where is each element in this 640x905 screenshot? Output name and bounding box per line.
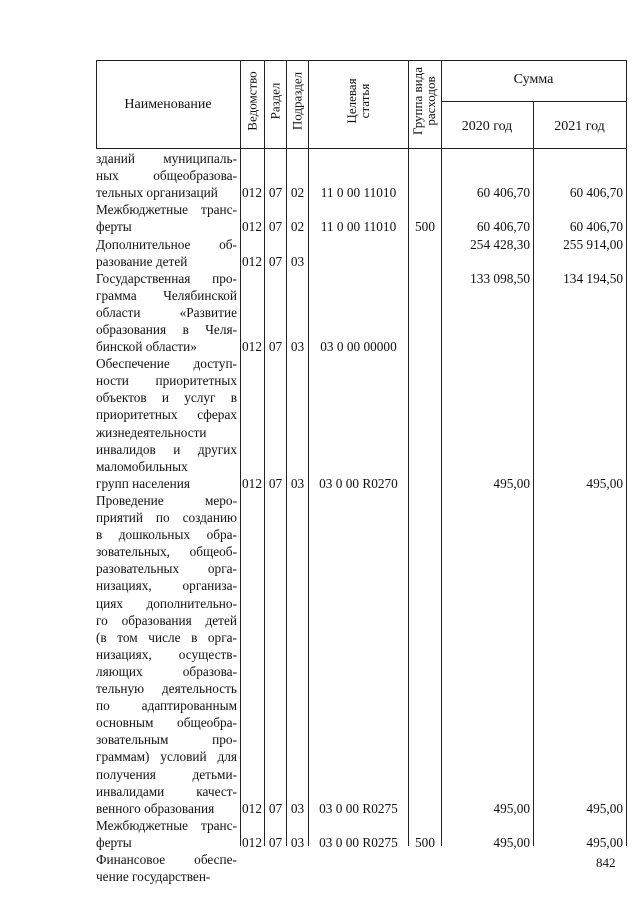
row-name-line: Дополнительное об- (96, 236, 237, 252)
row-name-line: граммам) условий для (96, 749, 237, 765)
row-name-line: (в том числе в орга- (96, 629, 237, 645)
row-ved: 012 (242, 835, 262, 850)
header-bottom-border (96, 148, 627, 149)
row-ved: 012 (242, 219, 262, 235)
row-name-line: образования в Челя- (96, 321, 237, 337)
row-razd: 07 (268, 185, 283, 201)
row-name-line: инвалидов и других (96, 441, 237, 457)
row-name (96, 355, 237, 492)
row-ved: 012 (242, 800, 262, 816)
row-razd: 07 (268, 475, 283, 491)
row-amount-2020: 495,00 (493, 835, 530, 850)
row-razd: 07 (268, 800, 283, 816)
row-razd: 07 (268, 339, 283, 355)
row-name-line: грамма Челябинской (96, 287, 237, 303)
header-celevaya-line1: Целевая (344, 78, 359, 124)
row-vr: 500 (415, 835, 435, 850)
row-name-line: ферты (96, 834, 132, 850)
header-podrazdel: Подраздел (289, 71, 305, 131)
row-ved: 012 (242, 185, 262, 201)
row-amount-2021: 495,00 (586, 835, 623, 850)
row-amount-2020: 60 406,70 (476, 219, 530, 235)
header-year-2020: 2020 год (461, 119, 513, 134)
header-celevaya-line2: статья (357, 83, 372, 119)
row-name (96, 201, 237, 235)
row-cs: 03 0 00 00000 (320, 339, 397, 355)
row-razd: 07 (268, 835, 283, 850)
row-name-line: Финансовое обеспе- (96, 852, 237, 868)
row-name-line: приоритетных сферах (96, 407, 237, 423)
row-amount-2020: 495,00 (493, 475, 530, 491)
row-ved: 012 (242, 475, 262, 491)
col-line-name (240, 60, 241, 846)
row-name-line: маломобильных (96, 458, 188, 474)
row-podr: 02 (290, 219, 305, 235)
row-amount-2021: 134 194,50 (563, 270, 623, 286)
row-name-line: в дошкольных обра- (96, 527, 237, 543)
row-name-line: по адаптированным (96, 698, 237, 714)
row-vr: 500 (415, 219, 435, 235)
row-name-line: жизнедеятельности (96, 424, 207, 440)
row-ved: 012 (242, 253, 262, 269)
row-cs: 03 0 00 R0275 (319, 800, 398, 816)
row-name-line: групп населения (96, 475, 191, 491)
row-name-line: зовательным про- (96, 732, 237, 748)
row-name-line: го образования детей (96, 612, 237, 628)
header-celevaya (345, 78, 371, 123)
row-name-line: Обеспечение доступ- (96, 356, 237, 372)
row-name (96, 817, 237, 851)
row-razd: 07 (268, 219, 283, 235)
col-line-ved (264, 60, 265, 846)
row-name-line: ных общеобразова- (96, 168, 237, 184)
row-name (96, 236, 237, 270)
row-cs: 11 0 00 11010 (320, 185, 397, 201)
row-ved: 012 (242, 339, 262, 355)
row-name-line: зданий муниципаль- (96, 151, 237, 166)
row-razd: 07 (268, 253, 283, 269)
header-razdel: Раздел (267, 82, 283, 120)
row-name-line: Межбюджетные транс- (96, 817, 237, 833)
row-name-line: основным общеобра- (96, 715, 237, 731)
row-name-line: Проведение меро- (96, 493, 237, 508)
row-name-line: ляющих образова- (96, 663, 237, 679)
row-name (96, 270, 237, 355)
row-name (96, 492, 237, 817)
col-line-vr (441, 60, 442, 846)
row-name-line: получения детьми- (96, 766, 237, 782)
header-top-border (96, 60, 627, 61)
row-podr: 02 (290, 185, 305, 201)
row-name-line: венного образования (96, 800, 215, 816)
row-name-line: низациях, осуществ- (96, 646, 237, 662)
header-name: Наименование (124, 97, 212, 112)
header-gruppa (411, 67, 437, 135)
row-cs: 03 0 00 R0275 (319, 835, 398, 850)
row-podr: 03 (290, 800, 305, 816)
col-line-2020 (533, 101, 534, 846)
col-line-podr (308, 60, 309, 846)
row-name-line: тельных организаций (96, 185, 218, 201)
row-amount-2021: 255 914,00 (563, 236, 623, 252)
header-year-2021: 2021 год (554, 119, 605, 134)
row-name-line: ности приоритетных (96, 373, 237, 389)
row-name-line: тельную деятельность (96, 681, 237, 697)
row-amount-2020: 254 428,30 (470, 236, 530, 252)
row-amount-2021: 60 406,70 (569, 219, 623, 235)
col-line-razd (286, 60, 287, 846)
row-name-line: низациях, организа- (96, 578, 237, 594)
row-cs: 11 0 00 11010 (320, 219, 397, 235)
row-name-line: циях дополнительно- (96, 595, 237, 611)
row-name-line: области «Развитие (96, 304, 237, 320)
row-name-line: бинской области» (96, 339, 197, 355)
row-amount-2020: 60 406,70 (476, 185, 530, 201)
row-amount-2020: 495,00 (493, 800, 530, 816)
row-podr: 03 (290, 475, 305, 491)
row-name-line: зовательных, общеоб- (96, 544, 237, 560)
row-name-line: инвалидами качест- (96, 783, 237, 799)
header-vedomstvo: Ведомство (244, 71, 260, 131)
row-name-line: ферты (96, 219, 132, 235)
row-podr: 03 (290, 253, 305, 269)
header-gruppa-line1: Группа вида (410, 67, 425, 135)
row-amount-2021: 60 406,70 (569, 185, 623, 201)
row-amount-2021: 495,00 (586, 475, 623, 491)
page-number: 842 (596, 855, 616, 870)
row-name-line: приятий по созданию (96, 510, 237, 526)
row-podr: 03 (290, 835, 305, 850)
row-podr: 03 (290, 339, 305, 355)
header-gruppa-line2: расходов (423, 76, 438, 126)
header-summa: Сумма (513, 72, 554, 87)
row-name (96, 851, 237, 885)
row-name-line: чение государствен- (96, 869, 211, 885)
row-name-line: разование детей (96, 253, 188, 269)
col-line-right (626, 60, 627, 846)
col-line-cs (408, 60, 409, 846)
row-name-line: Государственная про- (96, 270, 237, 286)
row-amount-2021: 495,00 (586, 800, 623, 816)
row-cs: 03 0 00 R0270 (319, 475, 398, 491)
row-amount-2020: 133 098,50 (470, 270, 530, 286)
sum-subheader-divider (441, 101, 627, 102)
row-name-line: объектов и услуг в (96, 390, 237, 406)
row-name (96, 150, 237, 201)
row-name-line: Межбюджетные транс- (96, 202, 237, 218)
row-name-line: разовательных орга- (96, 561, 237, 577)
